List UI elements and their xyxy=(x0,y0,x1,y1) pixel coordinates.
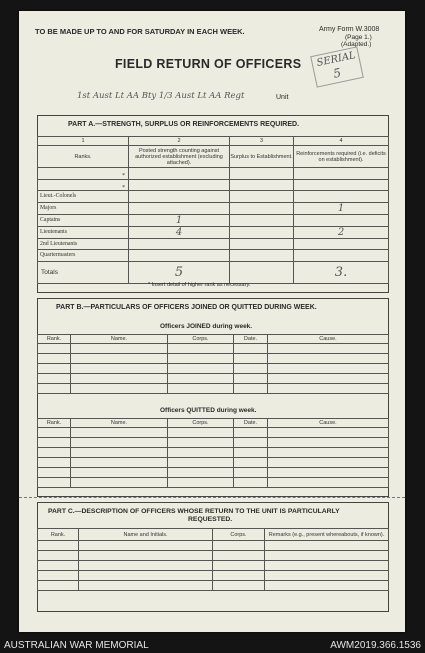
rank-row xyxy=(38,238,389,250)
rank-row xyxy=(38,179,389,191)
blank-entry-cell xyxy=(79,551,213,561)
blank-entry-cell xyxy=(268,458,389,468)
part-b-section xyxy=(37,298,389,497)
part-c-col-rank: Rank. xyxy=(38,529,79,541)
serial-number: 5 xyxy=(331,65,343,81)
part-a-section xyxy=(37,115,389,293)
blank-entry-cell xyxy=(71,364,168,374)
posted-strength-cell xyxy=(129,238,230,250)
blank-entry-cell xyxy=(38,384,71,394)
blank-entry-row xyxy=(38,448,389,458)
rank-label: Captains xyxy=(40,217,61,223)
blank-entry-cell xyxy=(38,541,79,551)
rank-row xyxy=(38,191,389,203)
header-surplus: Surplus to Establishment. xyxy=(230,146,294,168)
quitted-col-rank: Rank. xyxy=(38,419,71,428)
header-ranks: Ranks. xyxy=(38,146,129,168)
joined-title: Officers JOINED during week. xyxy=(160,323,253,330)
header-posted-strength: Posted strength counting against authorized establishment (excluding attached). xyxy=(129,146,230,168)
blank-entry-row xyxy=(38,541,389,551)
blank-entry-row xyxy=(38,458,389,468)
blank-entry-cell xyxy=(168,478,234,488)
part-b-heading: PART B.—PARTICULARS OF OFFICERS JOINED OR QUITTED DURING WEEK. xyxy=(56,304,317,311)
blank-entry-cell xyxy=(168,354,234,364)
blank-entry-cell xyxy=(38,344,71,354)
rank-row xyxy=(38,226,389,238)
blank-entry-cell xyxy=(234,364,268,374)
blank-entry-cell xyxy=(38,551,79,561)
blank-entry-cell xyxy=(38,448,71,458)
part-a-heading: PART A.—STRENGTH, SURPLUS OR REINFORCEMENTS REQUIRED. xyxy=(68,121,300,128)
blank-entry-cell xyxy=(234,478,268,488)
rank-label: Quartermasters xyxy=(40,252,76,259)
part-c-col-remarks: Remarks (e.g., present whereabouts, if known). xyxy=(265,529,389,541)
part-c-section xyxy=(37,502,389,612)
blank-entry-cell xyxy=(268,478,389,488)
reinforcements-cell: 1 xyxy=(294,202,389,214)
instruction-text: TO BE MADE UP TO AND FOR SATURDAY IN EACH WEEK. xyxy=(35,27,245,36)
reinforcements-cell xyxy=(294,214,389,226)
serial-stamp-label: SERIAL xyxy=(315,50,357,69)
blank-entry-cell xyxy=(168,364,234,374)
blank-entry-cell xyxy=(265,561,389,571)
blank-entry-cell xyxy=(38,581,79,591)
quitted-title: Officers QUITTED during week. xyxy=(160,407,257,414)
blank-entry-cell xyxy=(268,448,389,458)
col-number-3: 3 xyxy=(230,137,294,146)
blank-entry-cell xyxy=(38,458,71,468)
blank-entry-cell xyxy=(268,468,389,478)
blank-entry-cell xyxy=(268,374,389,384)
rank-row xyxy=(38,250,389,262)
blank-entry-cell xyxy=(71,428,168,438)
unit-handwritten: 1st Aust Lt AA Bty 1/3 Aust Lt AA Regt xyxy=(77,91,245,101)
joined-header-row xyxy=(38,335,389,344)
rank-row xyxy=(38,214,389,226)
reinforcements-cell xyxy=(294,191,389,203)
part-a-table xyxy=(37,136,389,284)
totals-posted: 5 xyxy=(129,261,230,283)
blank-entry-row xyxy=(38,468,389,478)
footer-credit: AUSTRALIAN WAR MEMORIAL xyxy=(4,640,149,651)
posted-strength-cell xyxy=(129,202,230,214)
rank-label: Lieutenants xyxy=(40,229,68,235)
posted-strength-cell: 4 xyxy=(129,226,230,238)
blank-entry-cell xyxy=(265,551,389,561)
unit-label: Unit xyxy=(276,94,289,101)
quitted-col-cause: Cause. xyxy=(268,419,389,428)
blank-entry-cell xyxy=(168,438,234,448)
rank-cell xyxy=(38,226,129,238)
col-number-4: 4 xyxy=(294,137,389,146)
blank-entry-row xyxy=(38,551,389,561)
blank-entry-row xyxy=(38,384,389,394)
blank-entry-row xyxy=(38,354,389,364)
joined-col-corps: Corps. xyxy=(168,335,234,344)
blank-entry-cell xyxy=(38,374,71,384)
quitted-col-date: Date. xyxy=(234,419,268,428)
part-c-heading-line2: REQUESTED. xyxy=(188,516,233,523)
blank-entry-cell xyxy=(268,438,389,448)
blank-entry-cell xyxy=(71,448,168,458)
insert-rank-marker: * xyxy=(122,184,125,191)
part-c-col-name: Name and Initials. xyxy=(79,529,213,541)
blank-entry-row xyxy=(38,571,389,581)
blank-entry-cell xyxy=(168,374,234,384)
col-number-2: 2 xyxy=(129,137,230,146)
totals-reinforcements: 3. xyxy=(294,261,389,283)
blank-entry-cell xyxy=(268,364,389,374)
blank-entry-cell xyxy=(213,551,265,561)
blank-entry-cell xyxy=(234,458,268,468)
joined-col-date: Date. xyxy=(234,335,268,344)
blank-entry-cell xyxy=(234,448,268,458)
blank-entry-cell xyxy=(234,468,268,478)
joined-table xyxy=(37,334,389,394)
blank-entry-row xyxy=(38,561,389,571)
posted-strength-cell xyxy=(129,191,230,203)
surplus-cell xyxy=(230,250,294,262)
blank-entry-cell xyxy=(213,561,265,571)
perforation-line xyxy=(19,497,405,498)
rank-row xyxy=(38,168,389,180)
form-number: Army Form W.3008 xyxy=(319,26,380,33)
totals-label: Totals xyxy=(38,261,129,283)
posted-strength-cell: 1 xyxy=(129,214,230,226)
part-c-col-corps: Corps. xyxy=(213,529,265,541)
blank-entry-row xyxy=(38,581,389,591)
blank-entry-cell xyxy=(71,468,168,478)
serial-stamp xyxy=(310,46,364,87)
blank-entry-cell xyxy=(168,428,234,438)
form-adapted: (Adapted.) xyxy=(341,41,372,48)
blank-entry-cell xyxy=(268,344,389,354)
blank-entry-cell xyxy=(265,541,389,551)
blank-entry-cell xyxy=(234,438,268,448)
blank-entry-cell xyxy=(71,354,168,364)
blank-entry-cell xyxy=(71,438,168,448)
blank-entry-cell xyxy=(168,344,234,354)
part-a-footnote: * Insert detail of higher rank as necessary. xyxy=(148,282,251,288)
blank-entry-row xyxy=(38,478,389,488)
footer-accession-number: AWM2019.366.1536 xyxy=(330,640,421,651)
blank-entry-cell xyxy=(79,571,213,581)
header-reinforcements: Reinforcements required (i.e. deficits on establishment). xyxy=(294,146,389,168)
rank-cell xyxy=(38,191,129,203)
reinforcements-cell: 2 xyxy=(294,226,389,238)
blank-entry-cell xyxy=(79,581,213,591)
quitted-col-name: Name. xyxy=(71,419,168,428)
blank-entry-cell xyxy=(38,561,79,571)
surplus-cell xyxy=(230,191,294,203)
blank-entry-cell xyxy=(268,354,389,364)
blank-entry-cell xyxy=(168,448,234,458)
surplus-cell xyxy=(230,168,294,180)
rank-row xyxy=(38,202,389,214)
reinforcements-cell xyxy=(294,238,389,250)
quitted-table xyxy=(37,418,389,488)
part-c-header-row xyxy=(38,529,389,541)
col-number-1: 1 xyxy=(38,137,129,146)
rank-label: Majors xyxy=(40,205,57,211)
joined-col-cause: Cause. xyxy=(268,335,389,344)
blank-entry-cell xyxy=(234,344,268,354)
totals-surplus xyxy=(230,261,294,283)
blank-entry-cell xyxy=(234,354,268,364)
blank-entry-cell xyxy=(79,541,213,551)
blank-entry-cell xyxy=(38,468,71,478)
blank-entry-cell xyxy=(79,561,213,571)
blank-entry-row xyxy=(38,438,389,448)
surplus-cell xyxy=(230,214,294,226)
blank-entry-cell xyxy=(38,438,71,448)
rank-cell xyxy=(38,202,129,214)
blank-entry-row xyxy=(38,364,389,374)
blank-entry-cell xyxy=(38,364,71,374)
blank-entry-cell xyxy=(268,428,389,438)
rank-cell xyxy=(38,250,129,262)
blank-entry-cell xyxy=(213,541,265,551)
rank-cell xyxy=(38,179,129,191)
part-c-table xyxy=(37,528,389,591)
surplus-cell xyxy=(230,226,294,238)
blank-entry-cell xyxy=(265,581,389,591)
reinforcements-cell xyxy=(294,168,389,180)
blank-entry-row xyxy=(38,374,389,384)
blank-entry-cell xyxy=(234,428,268,438)
blank-entry-cell xyxy=(38,571,79,581)
rank-cell xyxy=(38,214,129,226)
blank-entry-cell xyxy=(71,344,168,354)
blank-entry-cell xyxy=(234,384,268,394)
blank-entry-row xyxy=(38,344,389,354)
blank-entry-cell xyxy=(168,458,234,468)
rank-cell xyxy=(38,238,129,250)
blank-entry-cell xyxy=(38,354,71,364)
blank-entry-cell xyxy=(38,428,71,438)
blank-entry-row xyxy=(38,428,389,438)
posted-strength-cell xyxy=(129,250,230,262)
posted-strength-cell xyxy=(129,179,230,191)
rank-label: Lieut.-Colonels xyxy=(40,193,77,200)
form-page xyxy=(19,11,405,632)
rank-cell xyxy=(38,168,129,180)
quitted-col-corps: Corps. xyxy=(168,419,234,428)
blank-entry-cell xyxy=(265,571,389,581)
blank-entry-cell xyxy=(71,458,168,468)
blank-entry-cell xyxy=(268,384,389,394)
blank-entry-cell xyxy=(71,384,168,394)
reinforcements-cell xyxy=(294,250,389,262)
blank-entry-cell xyxy=(38,478,71,488)
form-page: (Page 1.) xyxy=(345,34,372,41)
reinforcements-cell xyxy=(294,179,389,191)
part-c-heading-line1: PART C.—DESCRIPTION OF OFFICERS WHOSE RETURN TO THE UNIT IS PARTICULARLY xyxy=(48,508,340,515)
surplus-cell xyxy=(230,238,294,250)
blank-entry-cell xyxy=(71,374,168,384)
posted-strength-cell xyxy=(129,168,230,180)
quitted-header-row xyxy=(38,419,389,428)
blank-entry-cell xyxy=(213,581,265,591)
blank-entry-cell xyxy=(213,571,265,581)
form-title: FIELD RETURN OF OFFICERS xyxy=(115,57,302,71)
blank-entry-cell xyxy=(234,374,268,384)
surplus-cell xyxy=(230,202,294,214)
insert-rank-marker: * xyxy=(122,173,125,180)
surplus-cell xyxy=(230,179,294,191)
joined-col-name: Name. xyxy=(71,335,168,344)
rank-label: 2nd Lieutenants xyxy=(40,240,78,247)
joined-col-rank: Rank. xyxy=(38,335,71,344)
blank-entry-cell xyxy=(168,384,234,394)
blank-entry-cell xyxy=(71,478,168,488)
blank-entry-cell xyxy=(168,468,234,478)
